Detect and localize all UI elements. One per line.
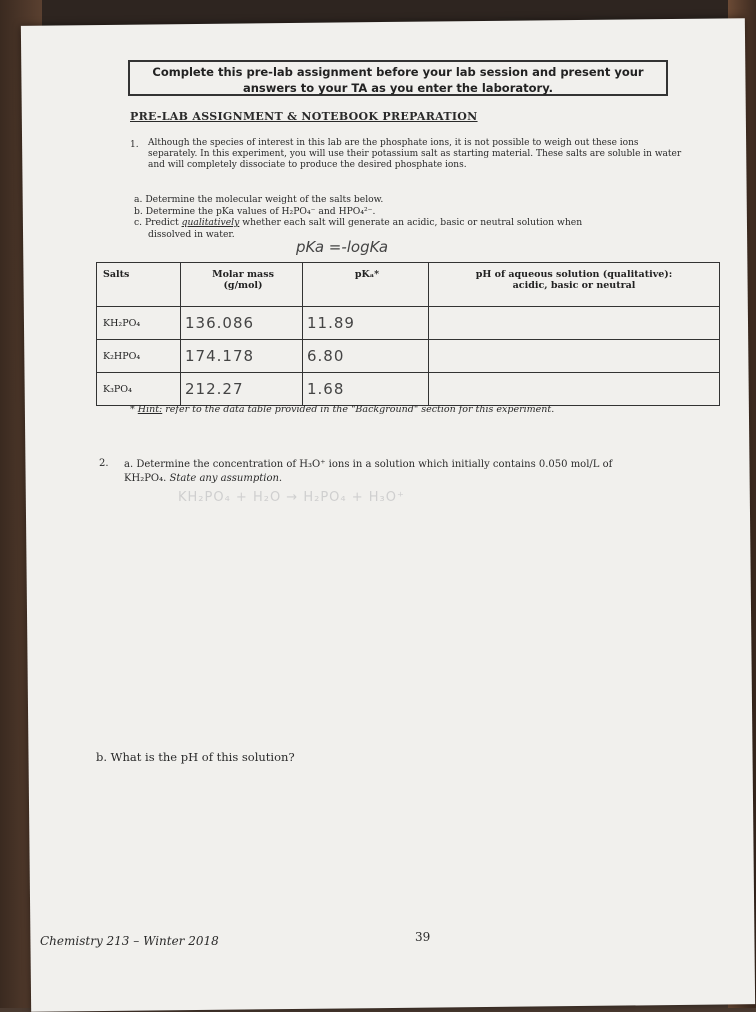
header-ph-label: pH of aqueous solution (qualitative):	[475, 269, 673, 280]
cell-ph[interactable]	[429, 340, 720, 373]
hint-note: * Hint: refer to the data table provided in the "Background" section for this experiment.	[130, 404, 555, 415]
question-2-text	[124, 458, 724, 486]
cell-salt: KH₂PO₄	[97, 307, 181, 340]
subitem-c-prefix: c. Predict	[134, 217, 182, 228]
section-title: PRE-LAB ASSIGNMENT & NOTEBOOK PREPARATION	[130, 110, 478, 123]
subitem-b: b. Determine the pKa values of H₂PO₄⁻ and HPO₄²⁻.	[134, 205, 376, 217]
table-row	[97, 307, 720, 340]
notice-line-1: Complete this pre-lab assignment before your lab session and present your	[152, 65, 644, 79]
question-2-number: 2.	[99, 458, 109, 469]
question-2a-line-1: a. Determine the concentration of H₃O⁺ ions in a solution which initially contains 0.050 mol/L of	[124, 459, 613, 470]
cell-ph[interactable]	[429, 307, 720, 340]
subitem-a: a. Determine the molecular weight of the salts below.	[134, 194, 384, 205]
subitem-c	[134, 217, 582, 229]
table-row	[97, 373, 720, 406]
cell-molar-mass[interactable]: 174.178	[181, 340, 303, 373]
header-salts: Salts	[97, 263, 181, 307]
subitem-c-suffix: whether each salt will generate an acidic, basic or neutral solution when	[239, 217, 583, 228]
hint-label: Hint:	[137, 404, 163, 415]
header-molar-mass-label: Molar mass	[212, 269, 274, 280]
question-1-subitems	[134, 194, 582, 240]
hint-text: refer to the data table provided in the "Background" section for this experiment.	[162, 404, 555, 415]
footer-course: Chemistry 213 – Winter 2018	[40, 934, 219, 948]
question-2a-emphasis: State any assumption.	[169, 473, 283, 484]
table-row	[97, 340, 720, 373]
cell-salt: K₂HPO₄	[97, 340, 181, 373]
cell-molar-mass[interactable]: 136.086	[181, 307, 303, 340]
header-molar-mass-unit: (g/mol)	[223, 280, 263, 291]
cell-salt: K₃PO₄	[97, 373, 181, 406]
question-2a-line-2	[124, 472, 724, 486]
notice-box	[128, 60, 668, 96]
subitem-c-line-2: dissolved in water.	[148, 228, 235, 240]
cell-pka[interactable]: 1.68	[303, 373, 429, 406]
question-1-number: 1.	[130, 140, 139, 150]
subitem-c-emphasis: qualitatively	[181, 217, 240, 228]
cell-pka[interactable]: 6.80	[303, 340, 429, 373]
header-molar-mass	[181, 263, 303, 307]
faded-handwritten-reaction: KH₂PO₄ + H₂O → H₂PO₄ + H₃O⁺	[178, 490, 405, 505]
handwritten-pka-formula: pKa =-logKa	[296, 238, 389, 256]
question-1-text: Although the species of interest in this lab are the phosphate ions, it is not possible to weigh out these ions separately. In this experiment, you will use their potassium salt as starting material. These salts are soluble in water and will completely dissociate to produce the desired phosphate ions.	[148, 138, 682, 170]
cell-molar-mass[interactable]: 212.27	[181, 373, 303, 406]
cell-ph[interactable]	[429, 373, 720, 406]
table-header-row	[97, 263, 720, 307]
header-ph-sub: acidic, basic or neutral	[512, 280, 636, 291]
question-2b-text: b. What is the pH of this solution?	[96, 750, 295, 764]
header-ph	[429, 263, 720, 307]
cell-pka[interactable]: 11.89	[303, 307, 429, 340]
salt-data-table	[96, 262, 720, 406]
header-pka: pKₐ*	[303, 263, 429, 307]
question-2a-salt: KH₂PO₄.	[124, 473, 170, 484]
footer-page-number: 39	[415, 930, 431, 944]
notice-line-2: answers to your TA as you enter the laboratory.	[242, 81, 554, 95]
